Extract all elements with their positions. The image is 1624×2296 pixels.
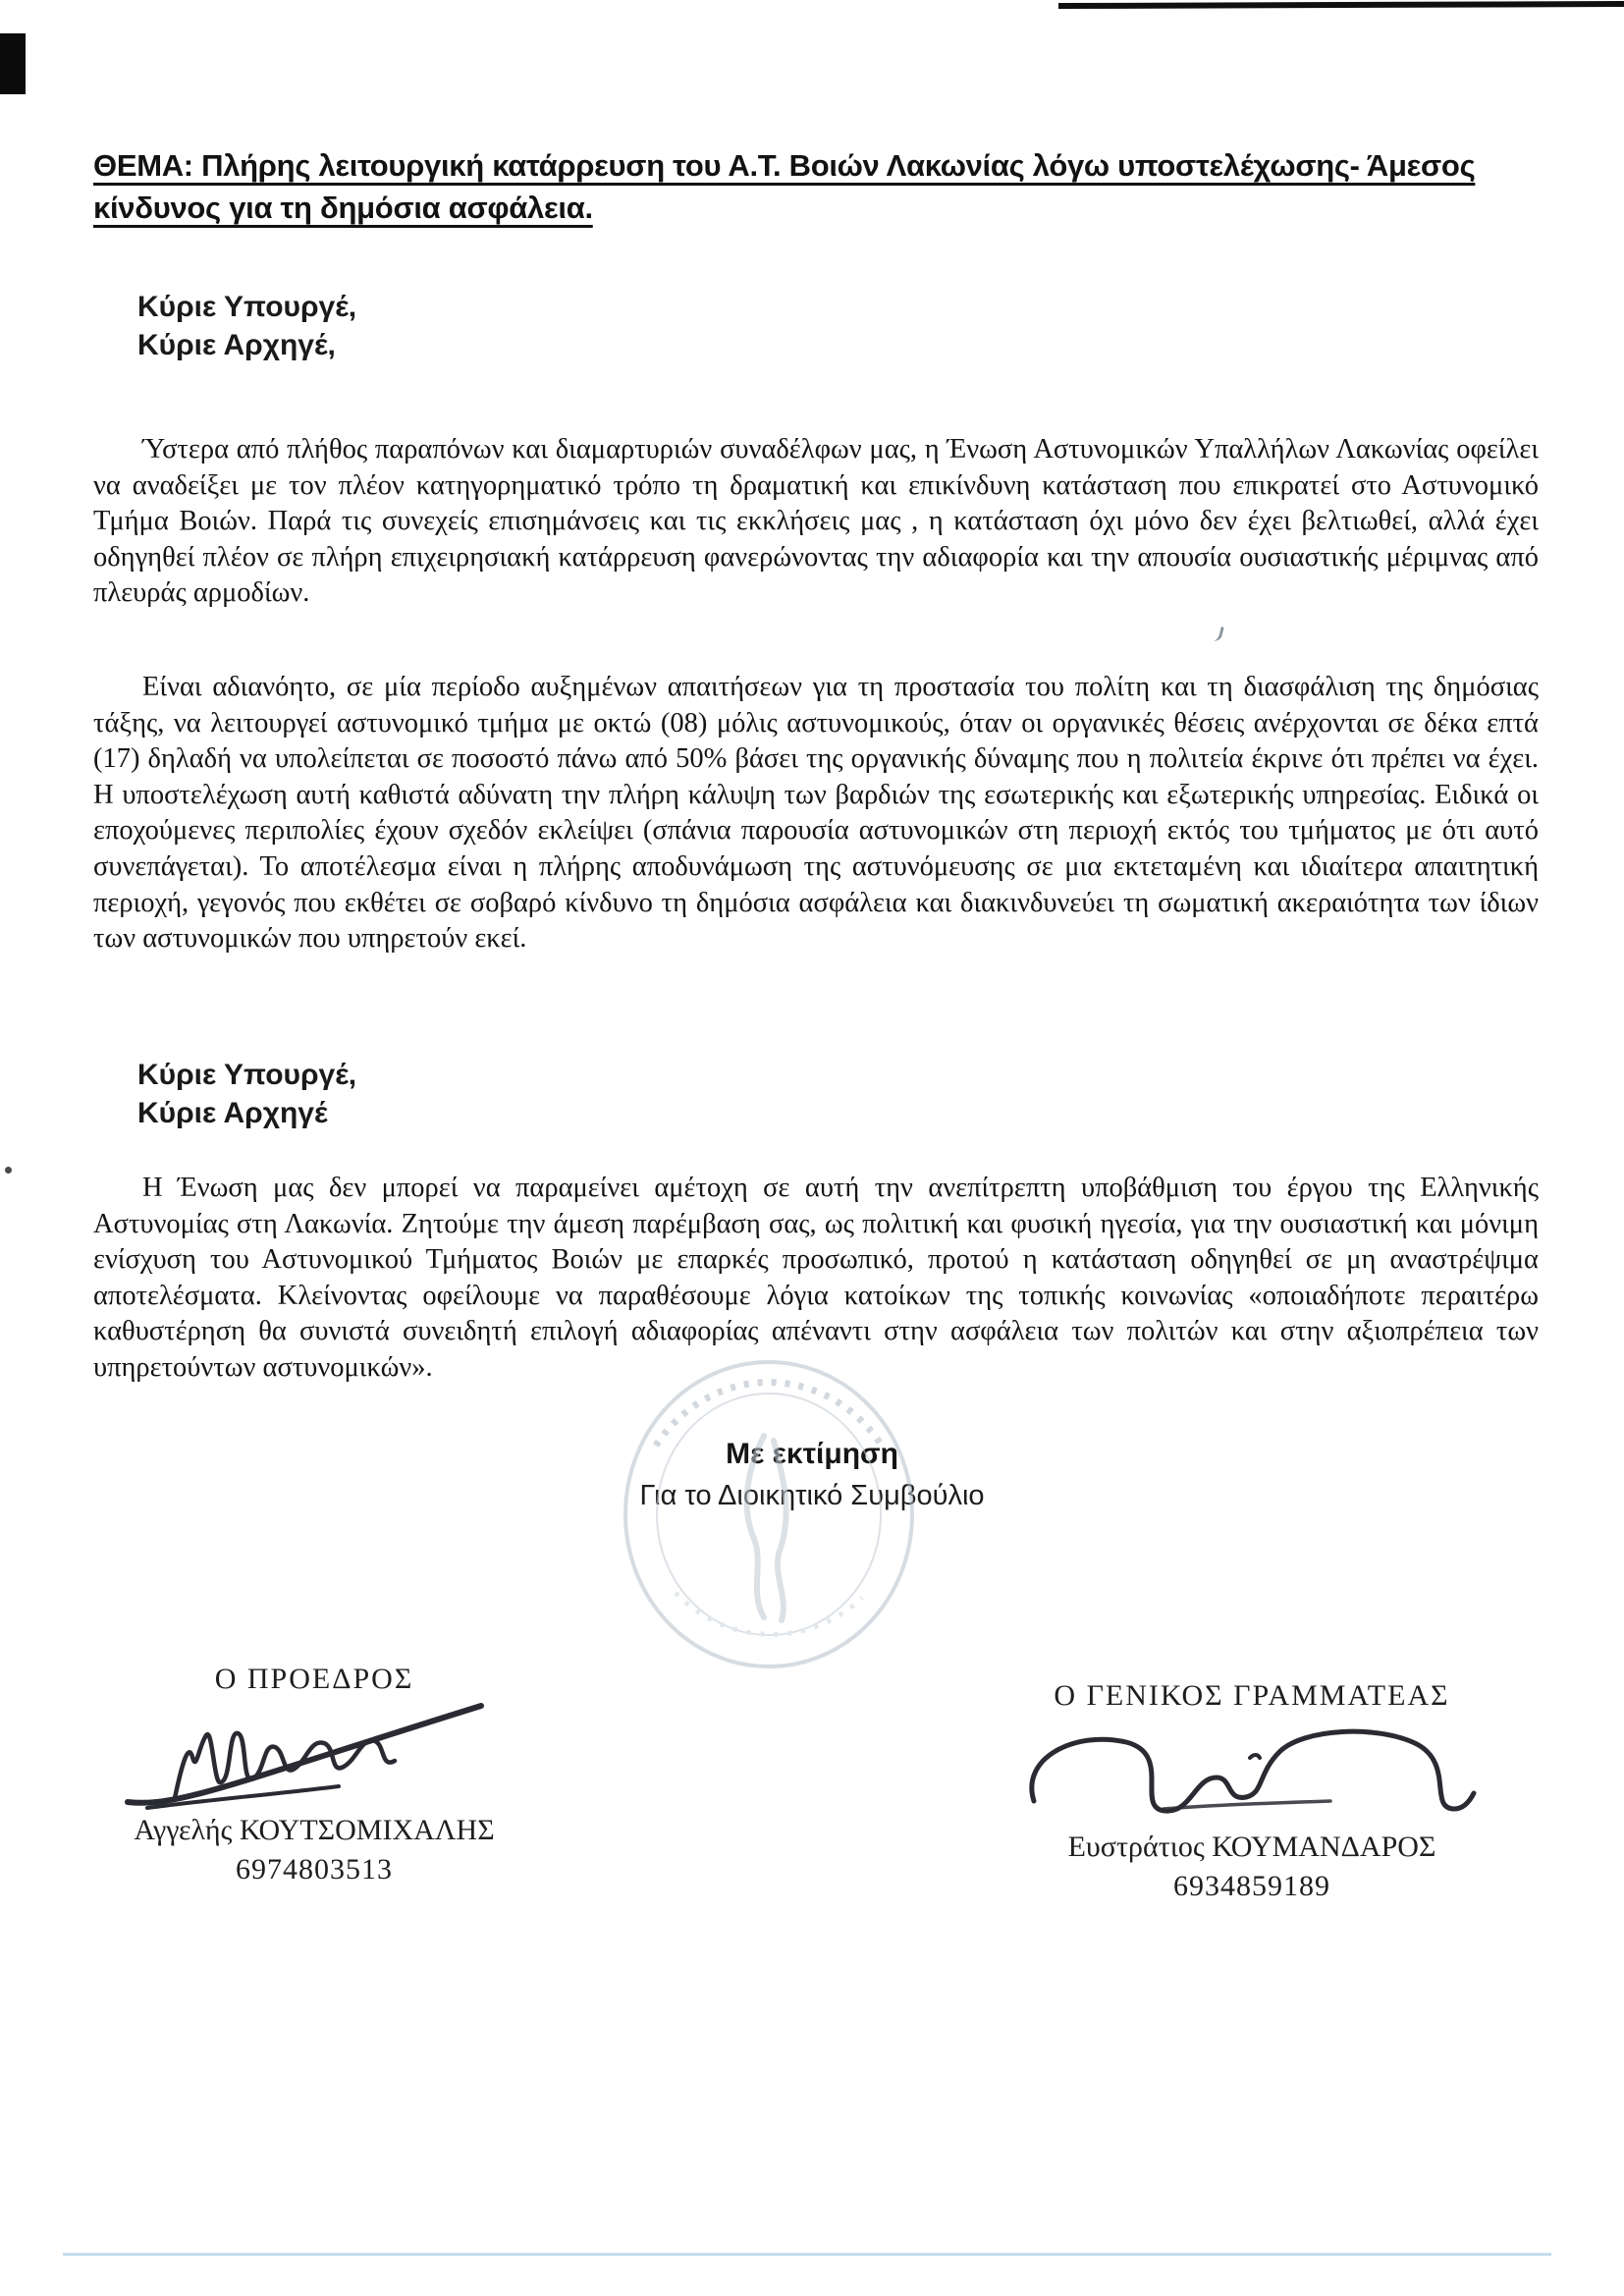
paragraph-demand: Η Ένωση μας δεν μπορεί να παραμείνει αμέτοχη σε αυτή την ανεπίτρεπτη υποβάθμιση του έργου της Ελληνικής Αστυνομίας στη Λακωνία. Ζητούμε την άμεση παρέμβαση σας, ως πολιτική και φυσική ηγεσία, για την ουσιαστική και μόνιμη ενίσχυση του Αστυνομικού Τμήματος Βοιών με επαρκές προσωπικό, προτού η κατάσταση οδηγηθεί σε μη αναστρέψιμα αποτελέσματα. Κλείνοντας οφείλουμε να παραθέσουμε λόγια κατοίκων της τοπικής κοινωνίας «οποιαδήποτε περαιτέρω καθυστέρηση θα συνιστά συνειδητή επιλογή αδιαφορίας απέναντι στην ασφάλεια των πολιτών και στην αξιοπρέπεια των υπηρετούντων αστυνομικών».	[93, 1173, 1539, 1384]
president-phone: 6974803513	[236, 1853, 393, 1886]
scan-artifact-pen-mark	[1208, 625, 1223, 643]
closing-regards: Με εκτίμηση	[726, 1438, 898, 1470]
scan-artifact-ink-blob	[0, 33, 26, 94]
circular-seal-stamp-icon	[617, 1357, 921, 1671]
president-name: Αγγελής ΚΟΥΤΣΟΜΙΧΑΛΗΣ	[134, 1814, 495, 1846]
president-signature-icon	[118, 1692, 511, 1818]
secretary-signature-block	[1006, 1679, 1497, 1903]
closing-board: Για το Διοικητικό Συμβούλιο	[639, 1480, 985, 1511]
salutation-chief: Κύριε Αρχηγέ,	[137, 329, 336, 361]
salutation-minister-2: Κύριε Υπουργέ,	[137, 1059, 357, 1091]
secretary-phone: 6934859189	[1173, 1870, 1330, 1902]
scan-artifact-dot	[5, 1167, 12, 1174]
salutation-top	[137, 288, 356, 364]
secretary-name: Ευστράτιος ΚΟΥΜΑΝΔΑΡΟΣ	[1067, 1831, 1436, 1863]
paragraph-understaffing: Είναι αδιανόητο, σε μία περίοδο αυξημένων απαιτήσεων για τη προστασία του πολίτη και τη διασφάλιση της δημόσιας τάξης, να λειτουργεί αστυνομικό τμήμα με οκτώ (08) μόλις αστυνομικούς, όταν οι οργανικές θέσεις ανέρχονται σε δέκα επτά (17) δηλαδή να υπολείπεται σε ποσοστό πάνω από 50% βάσει της οργανικής δύναμης που η πολιτεία έκρινε ότι πρέπει να έχει. Η υποστελέχωση αυτή καθιστά αδύνατη την πλήρη κάλυψη των βαρδιών της εσωτερικής και εξωτερικής υπηρεσίας. Ειδικά οι εποχούμενες περιπολίες έχουν σχεδόν εκλείψει (σπάνια παρουσία αστυνομικών στη περιοχή εκτός του τμήματος με ότι αυτό συνεπάγεται). Το αποτέλεσμα είναι η πλήρης αποδυνάμωση της αστυνόμευσης σε μια εκτεταμένη και ιδιαίτερα απαιτητική περιοχή, γεγονός που εκθέτει σε σοβαρό κίνδυνο τη δημόσια ασφάλεια και διακινδυνεύει τη σωματική ακεραιότητα των ίδιων των αστυνομικών που υπηρετούν εκεί.	[93, 672, 1539, 955]
salutation-mid	[137, 1056, 356, 1132]
subject-heading	[93, 145, 1546, 230]
scan-artifact-top-line	[1058, 1, 1624, 9]
secretary-signature-icon	[1016, 1715, 1488, 1831]
scan-artifact-bottom-line	[63, 2253, 1551, 2256]
subject-line-2: κίνδυνος για τη δημόσια ασφάλεια.	[93, 190, 593, 225]
president-title: Ο ΠΡΟΕΔΡΟΣ	[214, 1663, 414, 1695]
president-signature-block	[93, 1663, 535, 1886]
salutation-minister: Κύριε Υπουργέ,	[137, 291, 357, 323]
paragraph-intro: Ύστερα από πλήθος παραπόνων και διαμαρτυριών συναδέλφων μας, η Ένωση Αστυνομικών Υπαλλήλων Λακωνίας οφείλει να αναδείξει με τον πλέον κατηγορηματικό τρόπο τη δραματική και επικίνδυνη κατάσταση που επικρατεί στο Αστυνομικό Τμήμα Βοιών. Παρά τις συνεχείς επισημάνσεις και τις εκκλήσεις μας , η κατάσταση όχι μόνο δεν έχει βελτιωθεί, αλλά έχει οδηγηθεί πλέον σε πλήρη επιχειρησιακή κατάρρευση φανερώνοντας την αδιαφορία και την απουσία ουσιαστικής μέριμνας από πλευράς αρμοδίων.	[93, 434, 1539, 609]
subject-line-1: ΘΕΜΑ: Πλήρης λειτουργική κατάρρευση του Α.Τ. Βοιών Λακωνίας λόγω υποστελέχωσης- Άμεσος	[93, 148, 1476, 183]
salutation-chief-2: Κύριε Αρχηγέ	[137, 1097, 328, 1129]
secretary-title: Ο ΓΕΝΙΚΟΣ ΓΡΑΜΜΑΤΕΑΣ	[1054, 1679, 1450, 1712]
